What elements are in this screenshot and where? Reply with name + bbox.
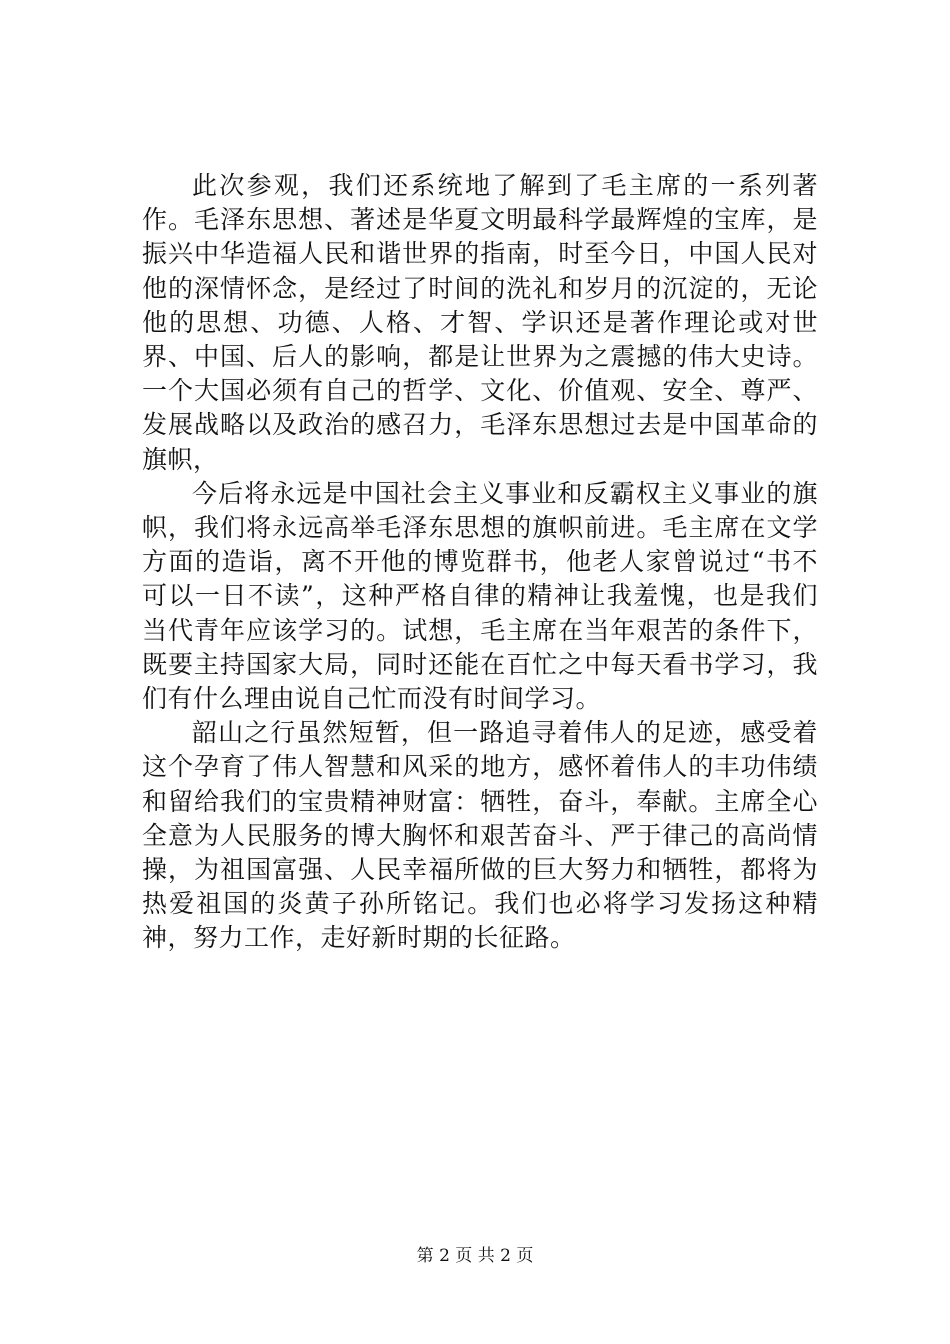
paragraph-3: 韶山之行虽然短暂，但一路追寻着伟人的足迹，感受着这个孕育了伟人智慧和风采的地方，感怀着伟人的丰功伟绩和留给我们的宝贵精神财富：牺牲，奋斗，奉献。主席全心全意为人民服务的博大胸怀和艰苦奋斗、严于律己的高尚情操，为祖国富强、人民幸福所做的巨大努力和牺牲，都将为热爱祖国的炎黄子孙所铭记。我们也必将学习发扬这种精神，努力工作，走好新时期的长征路。 [142,718,818,953]
document-body [142,169,818,956]
paragraph-2: 今后将永远是中国社会主义事业和反霸权主义事业的旗帜，我们将永远高举毛泽东思想的旗帜前进。毛主席在文学方面的造诣，离不开他的博览群书，他老人家曾说过“书不可以一日不读”，这种严格自律的精神让我羞愧，也是我们当代青年应该学习的。试想，毛主席在当年艰苦的条件下，既要主持国家大局，同时还能在百忙之中每天看书学习，我们有什么理由说自己忙而没有时间学习。 [142,478,818,714]
paragraph-1: 此次参观，我们还系统地了解到了毛主席的一系列著作。毛泽东思想、著述是华夏文明最科学最辉煌的宝库，是振兴中华造福人民和谐世界的指南，时至今日，中国人民对他的深情怀念，是经过了时间的洗礼和岁月的沉淀的，无论他的思想、功德、人格、才智、学识还是著作理论或对世界、中国、后人的影响，都是让世界为之震撼的伟大史诗。一个大国必须有自己的哲学、文化、价值观、安全、尊严、发展战略以及政治的感召力，毛泽东思想过去是中国革命的旗帜， [142,171,818,474]
page-footer: 第 2 页 共 2 页 [416,1246,534,1266]
